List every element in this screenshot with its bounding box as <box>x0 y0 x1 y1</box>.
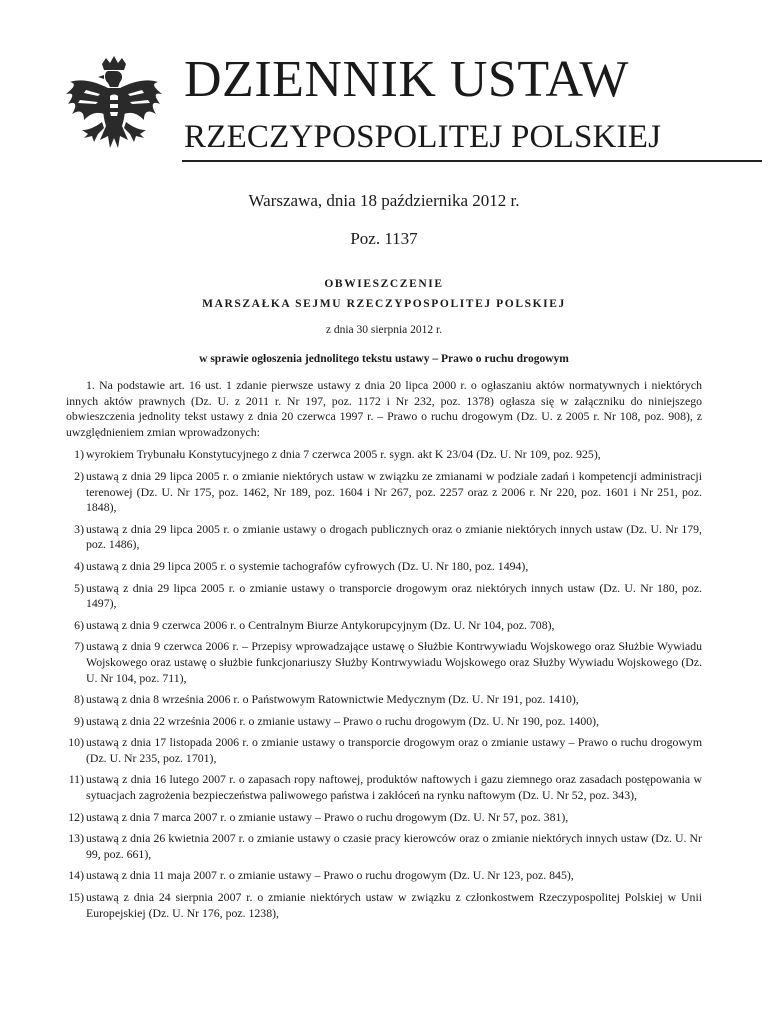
list-item <box>66 447 702 463</box>
list-item-text: ustawą z dnia 17 listopada 2006 r. o zmianie ustawy o transporcie drogowym oraz o zmianie ustawy – Prawo o ruchu drogowym (Dz. U. Nr 235, poz. 1701), <box>86 735 702 765</box>
list-item <box>66 618 702 634</box>
list-item-text: ustawą z dnia 11 maja 2007 r. o zmianie ustawy – Prawo o ruchu drogowym (Dz. U. Nr 123, poz. 845), <box>86 868 574 883</box>
list-item-number: 3) <box>74 521 84 536</box>
list-item-number: 6) <box>74 617 84 632</box>
list-item <box>66 692 702 708</box>
intro-paragraph: 1. Na podstawie art. 16 ust. 1 zdanie pierwsze ustawy z dnia 20 lipca 2000 r. o ogłaszaniu aktów normatywnych i niektórych innych aktów prawnych (Dz. U. z 2011 r. Nr 197, poz. 1172 i Nr 232, poz. 1378) ogłasza się w załączniku do niniejszego obwieszczenia jednolity tekst ustawy z dnia 20 czerwca 1997 r. – Prawo o ruchu drogowym (Dz. U. z 2005 r. Nr 108, poz. 908), z uwzględnieniem zmian wprowadzonych: <box>66 378 702 439</box>
list-item-number: 4) <box>74 558 84 573</box>
list-item-number: 1) <box>74 447 84 462</box>
position-number: Poz. 1137 <box>350 229 418 248</box>
header-divider <box>182 160 762 162</box>
list-item-number: 14) <box>68 868 84 883</box>
list-item-text: ustawą z dnia 29 lipca 2005 r. o systemie tachografów cyfrowych (Dz. U. Nr 180, poz. 1494), <box>86 558 529 573</box>
act-subject: w sprawie ogłoszenia jednolitego tekstu ustawy – Prawo o ruchu drogowym <box>199 353 569 365</box>
polish-eagle-emblem-icon <box>64 56 164 164</box>
amendments-list <box>66 447 702 921</box>
list-item-number: 15) <box>68 890 84 905</box>
list-item-text: ustawą z dnia 29 lipca 2005 r. o zmianie niektórych ustaw w związku ze zmianami w podziale zadań i kompetencji administracji terenowej (Dz. U. Nr 175, poz. 1462, Nr 189, poz. 1604 i Nr 267, poz. 2257 oraz z 2006 r. Nr 220, poz. 1601 i Nr 251, poz. 1848), <box>86 468 702 515</box>
list-item-text: ustawą z dnia 26 kwietnia 2007 r. o zmianie ustawy o czasie pracy kierowców oraz o zmianie niektórych innych ustaw (Dz. U. Nr 99, poz. 661), <box>86 831 702 861</box>
list-item-number: 9) <box>74 713 84 728</box>
list-item-number: 12) <box>68 809 84 824</box>
list-item <box>66 559 702 575</box>
document-body <box>66 378 702 927</box>
issue-date: Warszawa, dnia 18 października 2012 r. <box>248 191 520 210</box>
list-item-number: 5) <box>74 580 84 595</box>
list-item-text: ustawą z dnia 7 marca 2007 r. o zmianie ustawy – Prawo o ruchu drogowym (Dz. U. Nr 57, poz. 381), <box>86 809 569 824</box>
list-item-text: ustawą z dnia 9 czerwca 2006 r. o Centralnym Biurze Antykorupcyjnym (Dz. U. Nr 104, poz. 708), <box>86 617 555 632</box>
list-item <box>66 772 702 803</box>
list-item <box>66 522 702 553</box>
list-item-number: 8) <box>74 692 84 707</box>
list-item-text: ustawą z dnia 16 lutego 2007 r. o zapasach ropy naftowej, produktów naftowych i gazu ziemnego oraz zasadach postępowania w sytuacjach zagrożenia bezpieczeństwa paliwowego państwa i zakłóceń na rynku naftowym (Dz. U. Nr 52, poz. 343), <box>86 772 702 803</box>
journal-subtitle: RZECZYPOSPOLITEJ POLSKIEJ <box>184 119 662 155</box>
list-item <box>66 581 702 612</box>
list-item-text: ustawą z dnia 29 lipca 2005 r. o zmianie ustawy o transporcie drogowym oraz niektórych innych ustaw (Dz. U. Nr 180, poz. 1497), <box>86 580 702 611</box>
list-item <box>66 890 702 921</box>
list-item-text: wyrokiem Trybunału Konstytucyjnego z dnia 7 czerwca 2005 r. sygn. akt K 23/04 (Dz. U. Nr 109, poz. 925), <box>86 447 601 462</box>
list-item-text: ustawą z dnia 8 września 2006 r. o Państwowym Ratownictwie Medycznym (Dz. U. Nr 191, poz. 1410), <box>86 692 579 707</box>
list-item-number: 10) <box>68 735 84 750</box>
list-item-text: ustawą z dnia 29 lipca 2005 r. o zmianie ustawy o drogach publicznych oraz o zmianie niektórych innych ustaw (Dz. U. Nr 179, poz. 1486), <box>86 521 702 552</box>
list-item-number: 2) <box>74 468 84 483</box>
list-item <box>66 810 702 826</box>
list-item-text: ustawą z dnia 9 czerwca 2006 r. – Przepisy wprowadzające ustawę o Służbie Kontrwywiadu Wojskowego oraz Służbie Wywiadu Wojskowego oraz ustawę o służbie funkcjonariuszy Służby Kontrwywiadu Wojskowego oraz Służby Wywiadu Wojskowego (Dz. U. Nr 104, poz. 711), <box>86 639 702 685</box>
act-issuer-heading: MARSZAŁKA SEJMU RZECZYPOSPOLITEJ POLSKIEJ <box>202 298 566 310</box>
journal-header <box>60 50 704 165</box>
list-item-number: 13) <box>68 831 84 846</box>
list-item-number: 7) <box>74 639 84 654</box>
list-item-number: 11) <box>68 772 84 787</box>
list-item <box>66 469 702 516</box>
list-item <box>66 831 702 862</box>
journal-title: DZIENNIK USTAW <box>184 51 629 108</box>
act-type-heading: OBWIESZCZENIE <box>324 278 444 290</box>
act-date: z dnia 30 sierpnia 2012 r. <box>325 324 443 336</box>
list-item-text: ustawą z dnia 24 sierpnia 2007 r. o zmianie niektórych ustaw w związku z członkostwem Rzeczypospolitej Polskiej w Unii Europejskiej (Dz. U. Nr 176, poz. 1238), <box>86 890 702 920</box>
list-item-text: ustawą z dnia 22 września 2006 r. o zmianie ustawy – Prawo o ruchu drogowym (Dz. U. Nr 190, poz. 1400), <box>86 713 600 728</box>
list-item <box>66 714 702 730</box>
list-item <box>66 639 702 686</box>
list-item <box>66 735 702 766</box>
list-item <box>66 868 702 884</box>
